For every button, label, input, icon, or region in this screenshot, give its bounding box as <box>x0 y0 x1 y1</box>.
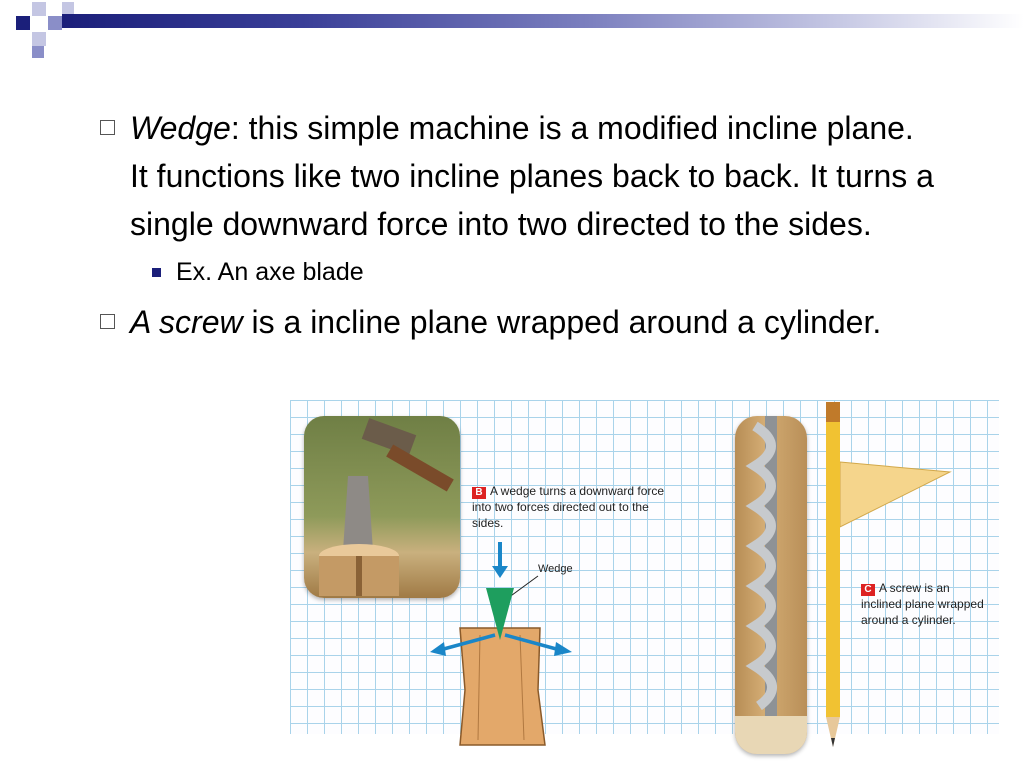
header-square-navy <box>16 16 30 30</box>
auger-screw-illustration <box>735 416 807 754</box>
caption-wedge <box>472 483 672 531</box>
caption-screw <box>861 580 991 628</box>
bullet-screw <box>96 298 936 346</box>
header-square-small <box>32 46 44 58</box>
header-square-mid <box>48 16 62 30</box>
caption-tag: C <box>861 584 875 596</box>
header-square-light-2 <box>32 32 46 46</box>
header-gradient-bar <box>62 14 1024 28</box>
slide-body <box>96 104 936 350</box>
bullet-wedge <box>96 104 936 248</box>
bullet-text: is a incline plane wrapped around a cylinder. <box>242 304 882 340</box>
screw-photo <box>735 416 807 754</box>
caption-text: A screw is an inclined plane wrapped around a cylinder. <box>861 581 984 627</box>
bullet-term: A screw <box>130 304 243 340</box>
wedge-label: Wedge <box>538 563 573 575</box>
filled-square-bullet-icon <box>152 268 161 277</box>
sub-bullet-example <box>96 252 936 292</box>
header-square-light <box>32 2 46 16</box>
hollow-square-bullet-icon <box>100 120 115 135</box>
header-square-light-3 <box>62 2 74 14</box>
bullet-text: : this simple machine is a modified incline plane. It functions like two incline planes back to back. It turns a single downward force into two directed to the sides. <box>130 110 934 242</box>
bullet-term: Wedge <box>130 110 231 146</box>
pencil-inclined-plane-diagram <box>810 402 970 752</box>
sub-bullet-text: Ex. An axe blade <box>176 258 364 286</box>
caption-tag: B <box>472 487 486 499</box>
caption-text: A wedge turns a downward force into two forces directed out to the sides. <box>472 484 665 530</box>
hollow-square-bullet-icon <box>100 314 115 329</box>
